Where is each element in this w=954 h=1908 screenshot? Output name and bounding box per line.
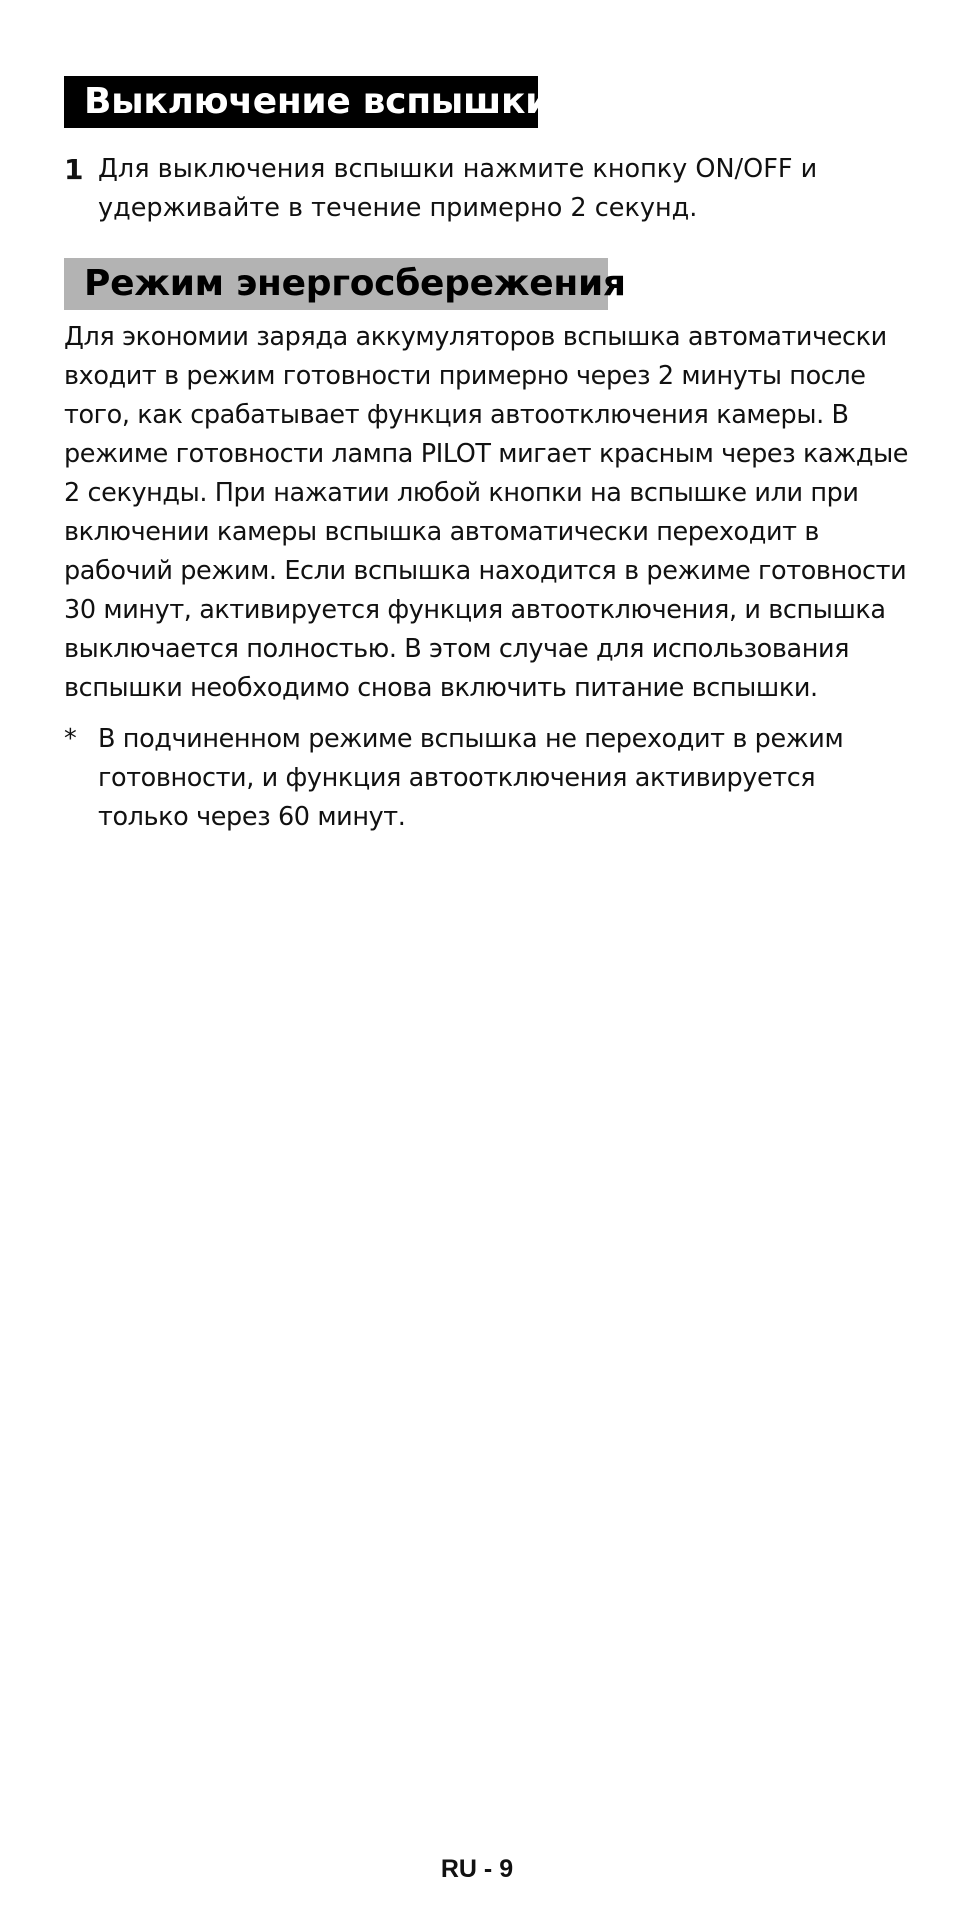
step-text: Для выключения вспышки нажмите кнопку ON/OFF и удерживайте в течение примерно 2 секунд. <box>98 154 818 223</box>
section-heading-flash-off: Выключение вспышки <box>64 76 538 128</box>
footnote-asterisk: * <box>64 724 77 754</box>
footnote-text: В подчиненном режиме вспышка не переходит в режим готовности, и функция автоотключения активируется только через 60 минут. <box>98 724 844 832</box>
page-number: RU - 9 <box>440 1855 514 1883</box>
section-heading-power-save: Режим энергосбережения <box>64 258 608 310</box>
footnote <box>64 720 894 837</box>
step-item <box>64 150 894 228</box>
power-save-body: Для экономии заряда аккумуляторов вспышка автоматически входит в режим готовности примерно через 2 минуты после того, как срабатывает функция автоотключения камеры. В режиме готовности лампа PILOT мигает красным через каждые 2 секунды. При нажатии любой кнопки на вспышке или при включении камеры вспышка автоматически переходит в рабочий режим. Если вспышка находится в режиме готовности 30 минут, активируется функция автоотключения, и вспышка выключается полностью. В этом случае для использования вспышки необходимо снова включить питание вспышки. <box>64 322 909 703</box>
step-number: 1 <box>64 153 84 186</box>
